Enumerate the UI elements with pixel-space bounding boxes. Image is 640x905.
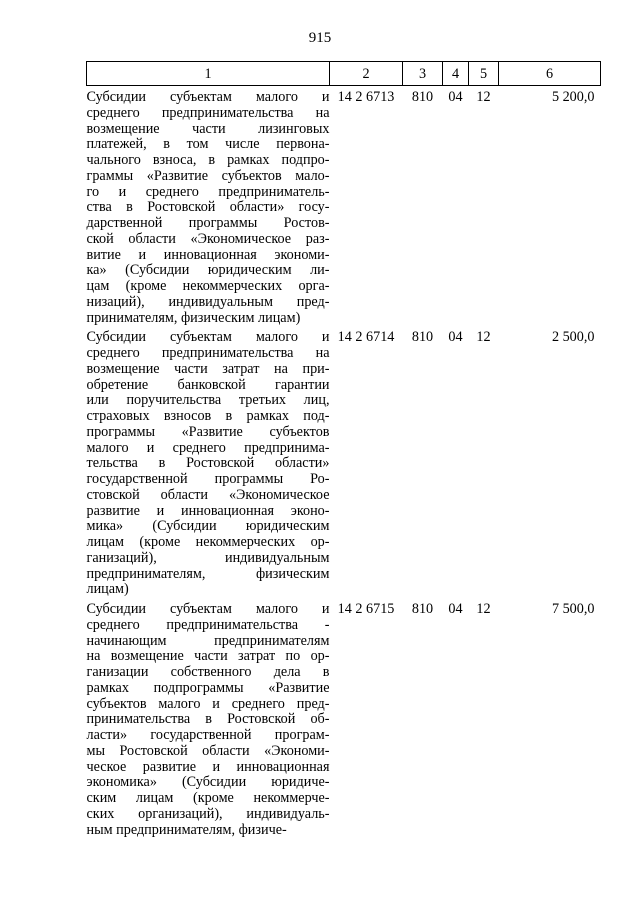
header-col-3: 3 (403, 62, 443, 86)
description-line: ка» (Субсидии юридическим ли- (86, 262, 330, 279)
description-line: среднего предпринимательства на (86, 345, 330, 361)
description-line: низаций), индивидуальным пред- (86, 293, 330, 310)
description-line: ным предпринимателям, физиче- (86, 821, 287, 838)
description-line: государственной программы Ро- (86, 471, 330, 487)
description-line: программы «Развитие субъектов (86, 423, 330, 440)
row-amount: 2 500,0 (551, 329, 595, 346)
description-line: принимателям, физическим лицам) (86, 309, 301, 326)
row-expense-type: 810 (411, 601, 434, 617)
header-col-1: 1 (87, 62, 330, 86)
row-target-code: 14 2 6715 (337, 601, 395, 617)
description-line: чального взноса, в рамках подпро- (86, 152, 330, 168)
description-line: экономика» (Субсидии юридиче- (86, 774, 330, 791)
table-header-row (87, 62, 601, 86)
description-line: ганизации собственного дела в (86, 664, 330, 680)
row-description (87, 598, 330, 838)
description-line: рамках подпрограммы «Развитие (86, 679, 330, 696)
description-line: лицам) (86, 581, 129, 598)
description-line: ласти» государственной програм- (86, 727, 330, 743)
header-col-5: 5 (469, 62, 499, 86)
description-line: возмещение части лизинговых (86, 120, 330, 137)
description-line: субъектов малого и среднего пред- (86, 695, 330, 712)
table-row (87, 326, 601, 598)
description-line: принимательства в Ростовской об- (86, 711, 330, 728)
description-line: граммы «Развитие субъектов мало- (86, 167, 330, 184)
description-line: лицам (кроме некоммерческих ор- (86, 534, 330, 550)
row-section: 04 (448, 601, 463, 617)
row-section: 04 (448, 89, 463, 105)
row-target-code: 14 2 6714 (337, 329, 395, 346)
row-subsection: 12 (476, 601, 491, 617)
row-subsection: 12 (476, 329, 491, 346)
description-line: ства в Ростовской области» госу- (86, 199, 330, 216)
description-line: ским лицам (кроме некоммерче- (86, 790, 330, 806)
row-description (87, 326, 330, 598)
description-line: тельства в Ростовской области» (86, 455, 330, 472)
description-line: витие и инновационная экономи- (86, 246, 330, 263)
header-col-4: 4 (443, 62, 469, 86)
description-line: ских организаций), индивидуаль- (86, 805, 330, 822)
description-line: мика» (Субсидии юридическим (86, 518, 330, 535)
description-line: малого и среднего предпринима- (86, 439, 330, 456)
description-line: Субсидии субъектам малого и (86, 89, 330, 105)
description-line: Субсидии субъектам малого и (86, 601, 330, 617)
description-line: среднего предпринимательства на (86, 104, 330, 121)
description-line: обретение банковской гарантии (86, 376, 330, 393)
description-line: платежей, в том числе первона- (86, 136, 330, 153)
description-line: мы Ростовской области «Экономи- (86, 742, 330, 759)
description-line: ганизаций), индивидуальным (86, 549, 330, 566)
row-target-code: 14 2 6713 (337, 89, 395, 105)
row-section: 04 (448, 329, 463, 346)
row-expense-type: 810 (411, 89, 434, 105)
description-line: ской области «Экономическое раз- (86, 230, 330, 247)
header-col-2: 2 (330, 62, 403, 86)
budget-table (86, 61, 601, 838)
description-line: или поручительства третьих лиц, (86, 392, 330, 409)
description-line: возмещение части затрат на при- (86, 360, 330, 377)
description-line: начинающим предпринимателям (86, 632, 330, 649)
description-line: страховых взносов в рамках под- (86, 408, 330, 424)
table-row (87, 598, 601, 838)
row-description (87, 86, 330, 327)
description-line: на возмещение части затрат по ор- (86, 648, 330, 665)
description-line: го и среднего предприниматель- (86, 183, 330, 200)
description-line: стовской области «Экономическое (86, 486, 330, 503)
description-line: развитие и инновационная эконо- (86, 502, 330, 519)
row-subsection: 12 (476, 89, 491, 105)
header-col-6: 6 (499, 62, 601, 86)
table-body (87, 86, 601, 839)
description-line: предпринимателям, физическим (86, 565, 330, 582)
description-line: среднего предпринимательства - (86, 616, 330, 633)
description-line: ческое развитие и инновационная (86, 758, 330, 775)
row-amount: 7 500,0 (551, 601, 595, 617)
row-expense-type: 810 (411, 329, 434, 346)
description-line: цам (кроме некоммерческих орга- (86, 278, 330, 294)
description-line: Субсидии субъектам малого и (86, 329, 330, 346)
description-line: дарственной программы Ростов- (86, 215, 330, 231)
page-number: 915 (308, 30, 332, 46)
table-row (87, 86, 601, 327)
row-amount: 5 200,0 (551, 89, 595, 105)
